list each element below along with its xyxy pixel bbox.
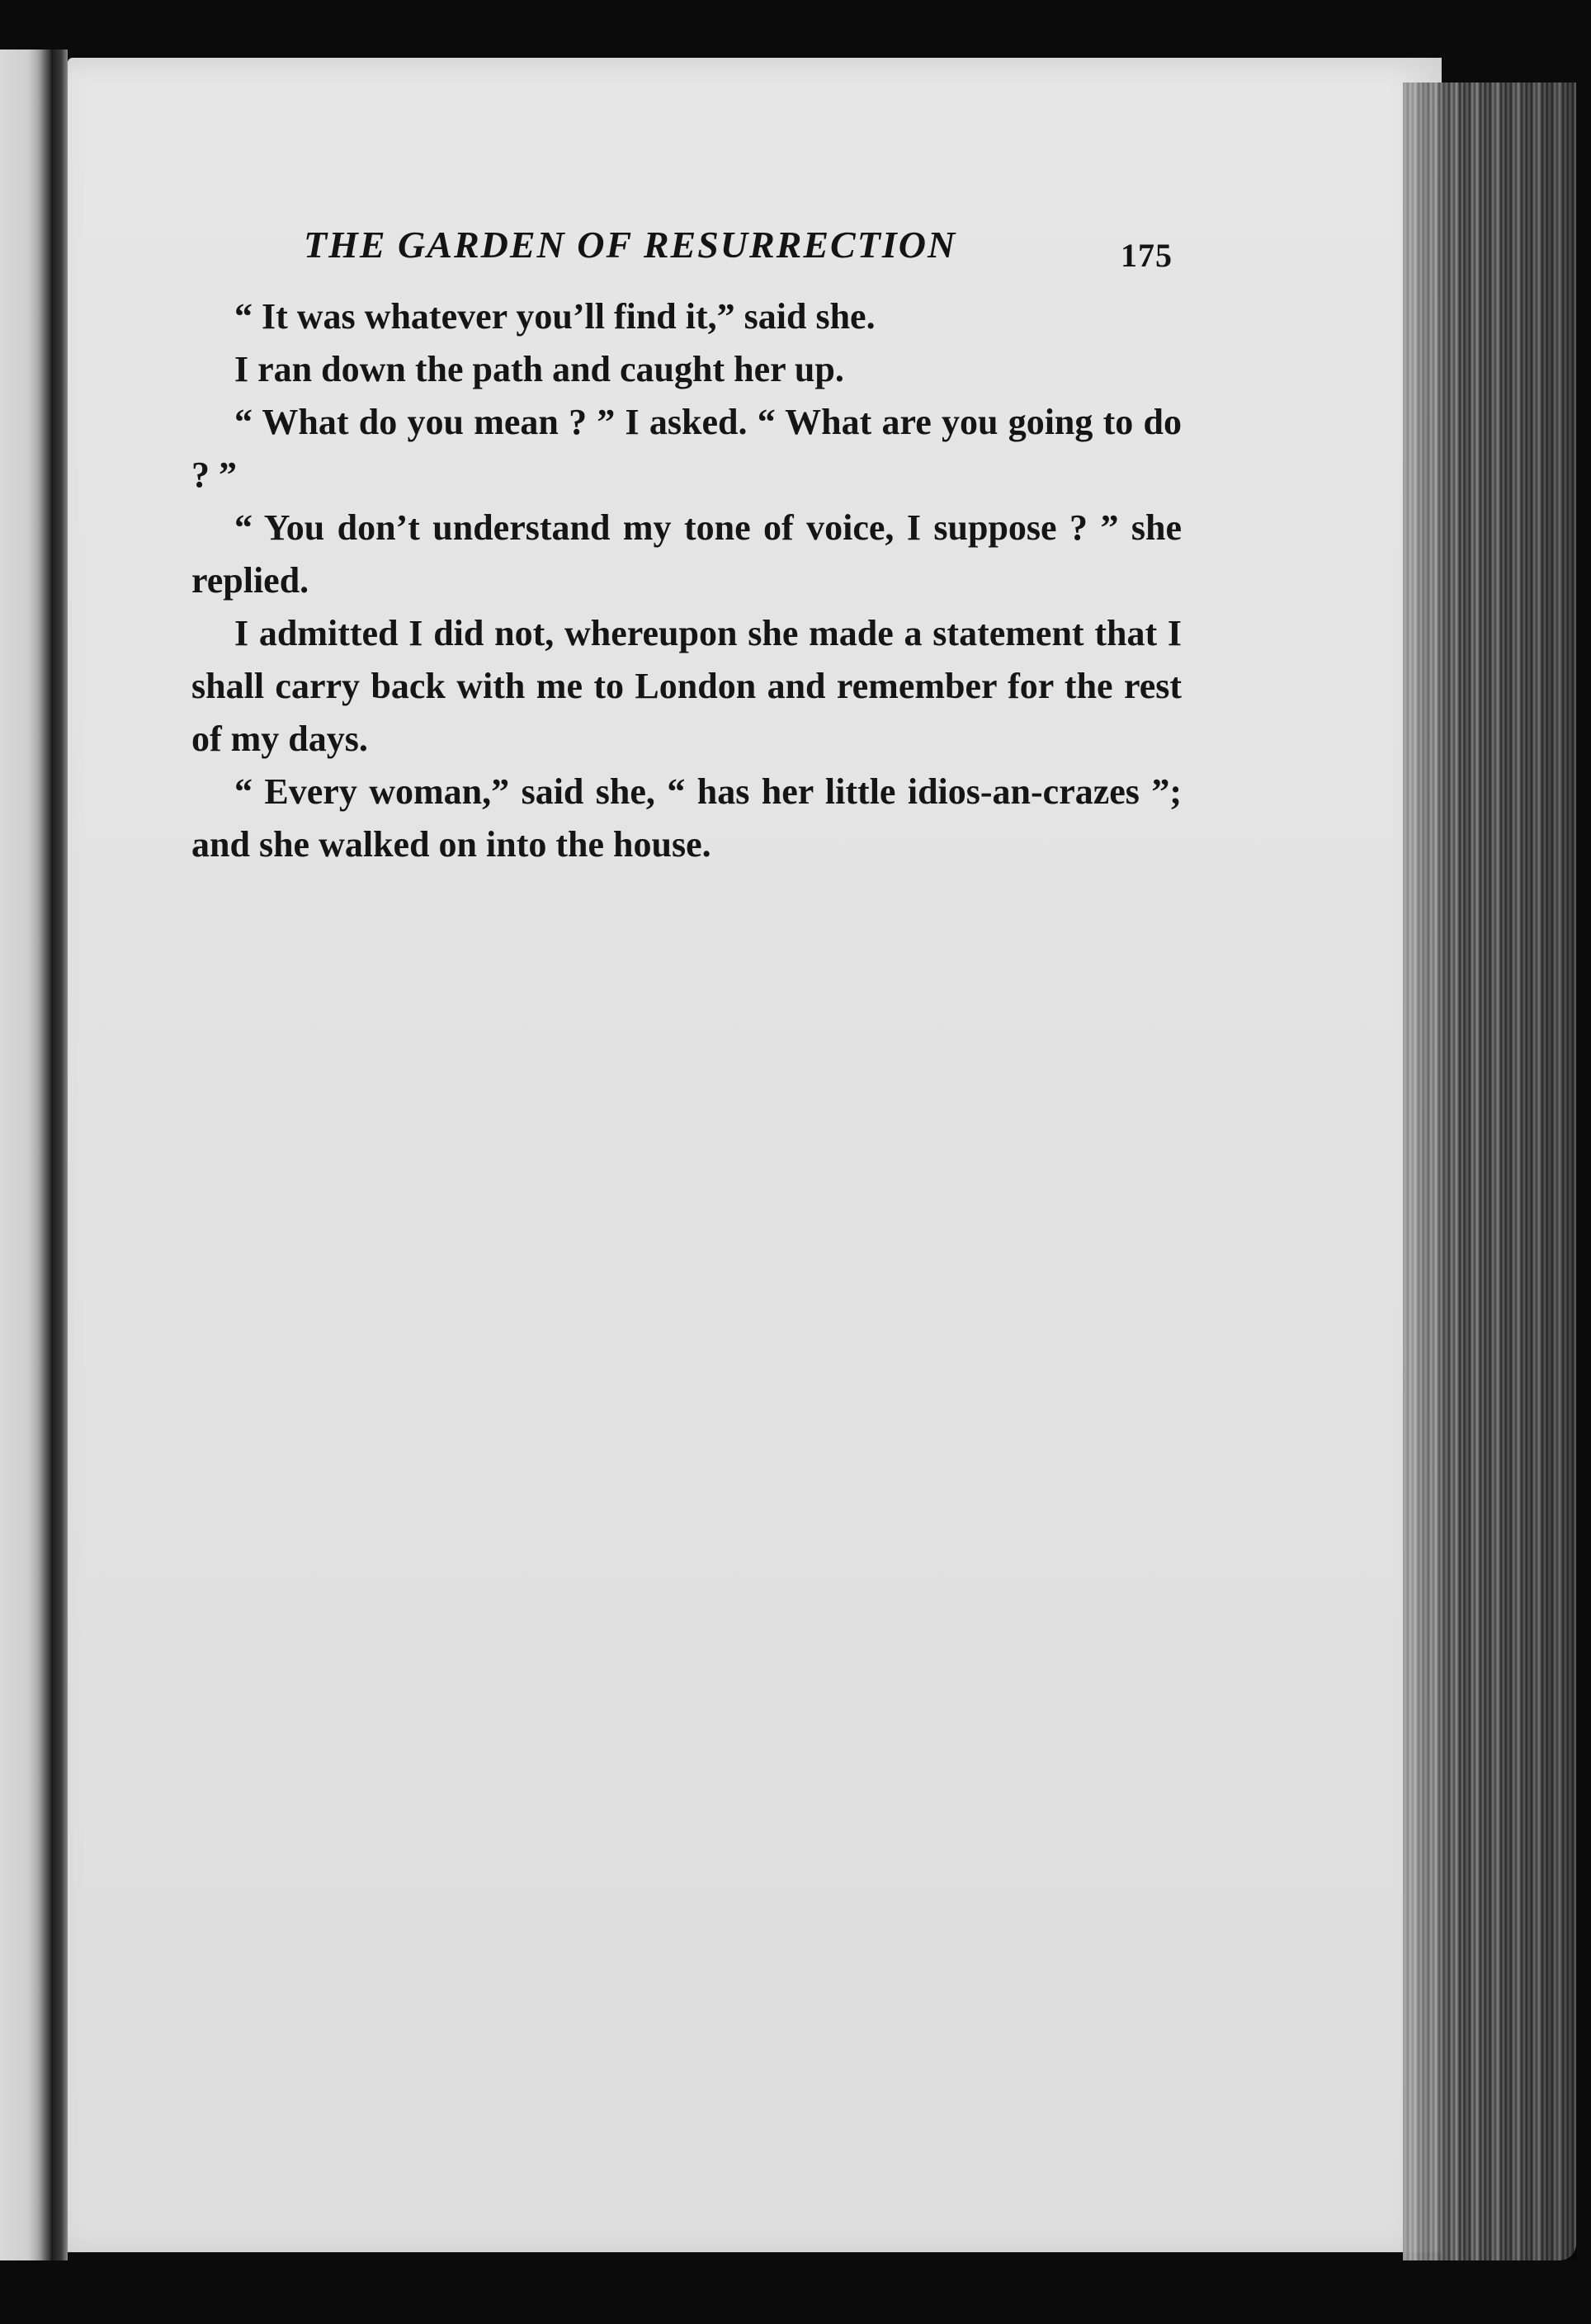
paragraph: “ You don’t understand my tone of voice, I suppose ? ” she replied. — [191, 507, 1182, 601]
page-number: 175 — [1121, 237, 1173, 274]
paragraph: “ It was whatever you’ll find it,” said she. — [234, 296, 876, 337]
paragraph: I admitted I did not, whereupon she made a statement that I shall carry back with me to London and remember for the rest of my days. — [191, 613, 1182, 759]
running-head-title: THE GARDEN OF RESURRECTION — [304, 224, 957, 266]
body-text — [191, 290, 1182, 871]
previous-page-edge — [0, 49, 51, 2260]
page-edge-shading — [1403, 82, 1576, 2260]
paragraph: “ Every woman,” said she, “ has her little idios-an-crazes ”; and she walked on into the house. — [191, 771, 1182, 865]
paragraph: I ran down the path and caught her up. — [234, 349, 844, 389]
paragraph: “ What do you mean ? ” I asked. “ What are you going to do ? ” — [191, 402, 1182, 495]
book-gutter — [51, 49, 68, 2260]
scan-bottom-border — [0, 2260, 1591, 2324]
